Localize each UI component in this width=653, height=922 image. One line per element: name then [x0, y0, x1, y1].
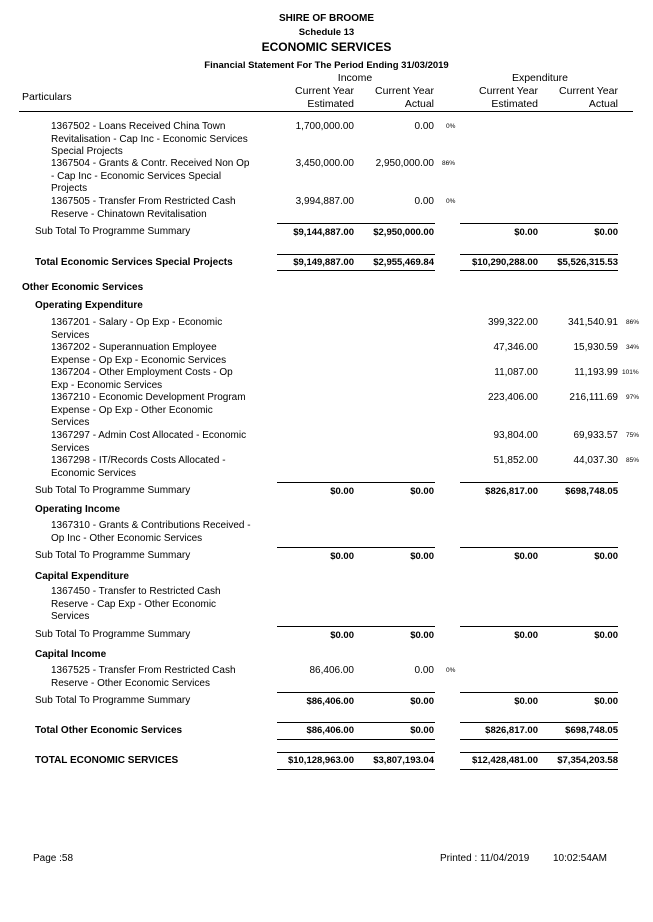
subtotal-line [460, 547, 618, 548]
list-item: 1367297 - Admin Cost Allocated - Economic Services [51, 430, 247, 454]
expenditure-actual-value: 11,193.99 [574, 367, 618, 378]
income-actual-value: 0.00 [414, 196, 434, 207]
grand-total-line [277, 752, 435, 753]
income-estimated-value: 3,994,887.00 [295, 196, 354, 207]
expenditure-estimated-value: 51,852.00 [493, 455, 538, 466]
subtotal-value: $0.00 [514, 551, 538, 562]
page-number: Page :58 [33, 853, 74, 864]
total-underline [277, 739, 435, 740]
printed-date: Printed : 11/04/2019 [440, 853, 530, 864]
subtotal-value: $0.00 [514, 227, 538, 238]
subtotal-line [277, 692, 435, 693]
total-line [460, 254, 618, 255]
group-heading: Operating Expenditure [35, 300, 143, 311]
subtotal-value: $0.00 [594, 696, 618, 707]
total-value: $10,290,288.00 [471, 257, 538, 268]
total-line [277, 722, 435, 723]
grand-total-value: $7,354,203.58 [557, 755, 618, 766]
expenditure-header: Expenditure [511, 72, 569, 84]
subtotal-value: $0.00 [330, 551, 354, 562]
income-actual-value: 0.00 [414, 121, 434, 132]
subtotal-label: Sub Total To Programme Summary [35, 226, 191, 237]
header-divider [19, 111, 633, 112]
section-heading: Other Economic Services [22, 282, 144, 293]
income-estimated-value: 3,450,000.00 [295, 158, 354, 169]
expenditure-estimated-value: 93,804.00 [493, 430, 538, 441]
section-title: ECONOMIC SERVICES [261, 40, 392, 54]
list-item: 1367525 - Transfer From Restricted Cash Reserve - Other Economic Services [51, 665, 236, 689]
list-item: 1367201 - Salary - Op Exp - Economic Services [51, 317, 223, 341]
list-item: 1367504 - Grants & Contr. Received Non Op - Cap Inc - Economic Services Special Projects [51, 158, 250, 194]
list-item: 1367210 - Economic Development Program Expense - Op Exp - Other Economic Services [51, 392, 246, 428]
expenditure-percent: 34% [626, 344, 640, 351]
grand-total-value: $10,128,963.00 [287, 755, 354, 766]
printed-time: 10:02:54AM [553, 853, 607, 864]
subtotal-value: $0.00 [410, 696, 434, 707]
list-item: 1367204 - Other Employment Costs - Op Exp - Economic Services [51, 367, 233, 391]
grand-total-value: $3,807,193.04 [373, 755, 434, 766]
expenditure-estimated-value: 223,406.00 [487, 392, 538, 403]
total-line [460, 722, 618, 723]
expenditure-estimated-value: 11,087.00 [494, 367, 538, 378]
schedule-label: Schedule 13 [298, 27, 355, 38]
list-item: 1367310 - Grants & Contributions Received - Op Inc - Other Economic Services [51, 520, 251, 544]
total-value: $9,149,887.00 [293, 257, 354, 268]
income-estimated-value: 86,406.00 [309, 665, 354, 676]
subtotal-line [277, 626, 435, 627]
subtotal-value: $0.00 [410, 551, 434, 562]
subtotal-value: $0.00 [594, 630, 618, 641]
subtotal-line [460, 223, 618, 224]
expenditure-percent: 75% [626, 432, 640, 439]
income-percent: 0% [446, 123, 456, 130]
subtotal-value: $0.00 [594, 227, 618, 238]
subtotal-line [277, 482, 435, 483]
grand-total-underline [460, 769, 618, 770]
subtotal-label: Sub Total To Programme Summary [35, 485, 191, 496]
subtotal-line [460, 692, 618, 693]
group-heading: Capital Income [35, 649, 107, 660]
col-income-estimated: Current Year Estimated [295, 85, 354, 110]
list-item: 1367298 - IT/Records Costs Allocated - Economic Services [51, 455, 226, 479]
income-percent: 0% [446, 198, 456, 205]
expenditure-actual-value: 15,930.59 [573, 342, 618, 353]
total-line [277, 254, 435, 255]
list-item: 1367502 - Loans Received China Town Revitalisation - Cap Inc - Economic Services Special Projects [51, 121, 248, 157]
subtotal-value: $0.00 [410, 630, 434, 641]
total-underline [277, 270, 435, 271]
total-value: $5,526,315.53 [557, 257, 618, 268]
expenditure-actual-value: 69,933.57 [573, 430, 618, 441]
subtotal-value: $2,950,000.00 [373, 227, 434, 238]
col-income-actual: Current Year Actual [375, 85, 434, 110]
expenditure-estimated-value: 399,322.00 [487, 317, 538, 328]
subtotal-value: $0.00 [514, 630, 538, 641]
expenditure-estimated-value: 47,346.00 [493, 342, 538, 353]
grand-total-value: $12,428,481.00 [471, 755, 538, 766]
income-header: Income [337, 72, 373, 84]
income-actual-value: 0.00 [414, 665, 434, 676]
total-label: Total Other Economic Services [35, 725, 183, 736]
list-item: 1367505 - Transfer From Restricted Cash Reserve - Chinatown Revitalisation [51, 196, 236, 220]
list-item: 1367450 - Transfer to Restricted Cash Reserve - Cap Exp - Other Economic Services [51, 586, 221, 622]
grand-total-underline [277, 769, 435, 770]
expenditure-percent: 97% [626, 394, 640, 401]
total-underline [460, 739, 618, 740]
income-estimated-value: 1,700,000.00 [295, 121, 354, 132]
subtotal-value: $0.00 [330, 630, 354, 641]
group-heading: Capital Expenditure [35, 571, 129, 582]
subtotal-line [460, 626, 618, 627]
expenditure-percent: 101% [622, 369, 639, 376]
income-percent: 86% [442, 160, 456, 167]
subtotal-value: $86,406.00 [306, 696, 354, 707]
list-item: 1367202 - Superannuation Employee Expense - Op Exp - Economic Services [51, 342, 227, 366]
subtotal-label: Sub Total To Programme Summary [35, 550, 191, 561]
subtotal-value: $826,817.00 [485, 486, 538, 497]
grand-total-label: TOTAL ECONOMIC SERVICES [35, 755, 179, 766]
particulars-header: Particulars [22, 91, 72, 103]
subtotal-value: $698,748.05 [565, 486, 618, 497]
org-name: SHIRE OF BROOME [278, 13, 374, 24]
period-title: Financial Statement For The Period Ending 31/03/2019 [204, 60, 449, 71]
income-percent: 0% [446, 667, 456, 674]
grand-total-line [460, 752, 618, 753]
subtotal-value: $0.00 [514, 696, 538, 707]
expenditure-actual-value: 341,540.91 [567, 317, 618, 328]
expenditure-actual-value: 44,037.30 [573, 455, 618, 466]
expenditure-percent: 85% [626, 457, 640, 464]
subtotal-label: Sub Total To Programme Summary [35, 629, 191, 640]
total-value: $0.00 [410, 725, 434, 736]
total-value: $2,955,469.84 [373, 257, 434, 268]
col-expenditure-actual: Current Year Actual [559, 85, 618, 110]
subtotal-line [277, 223, 435, 224]
total-label: Total Economic Services Special Projects [35, 257, 233, 268]
total-value: $826,817.00 [485, 725, 538, 736]
subtotal-value: $0.00 [594, 551, 618, 562]
expenditure-percent: 86% [626, 319, 640, 326]
total-underline [460, 270, 618, 271]
group-heading: Operating Income [35, 504, 121, 515]
subtotal-value: $9,144,887.00 [293, 227, 354, 238]
subtotal-line [277, 547, 435, 548]
total-value: $698,748.05 [565, 725, 618, 736]
expenditure-actual-value: 216,111.69 [569, 392, 618, 403]
subtotal-value: $0.00 [330, 486, 354, 497]
subtotal-value: $0.00 [410, 486, 434, 497]
subtotal-label: Sub Total To Programme Summary [35, 695, 191, 706]
total-value: $86,406.00 [306, 725, 354, 736]
col-expenditure-estimated: Current Year Estimated [479, 85, 538, 110]
income-actual-value: 2,950,000.00 [375, 158, 434, 169]
subtotal-line [460, 482, 618, 483]
